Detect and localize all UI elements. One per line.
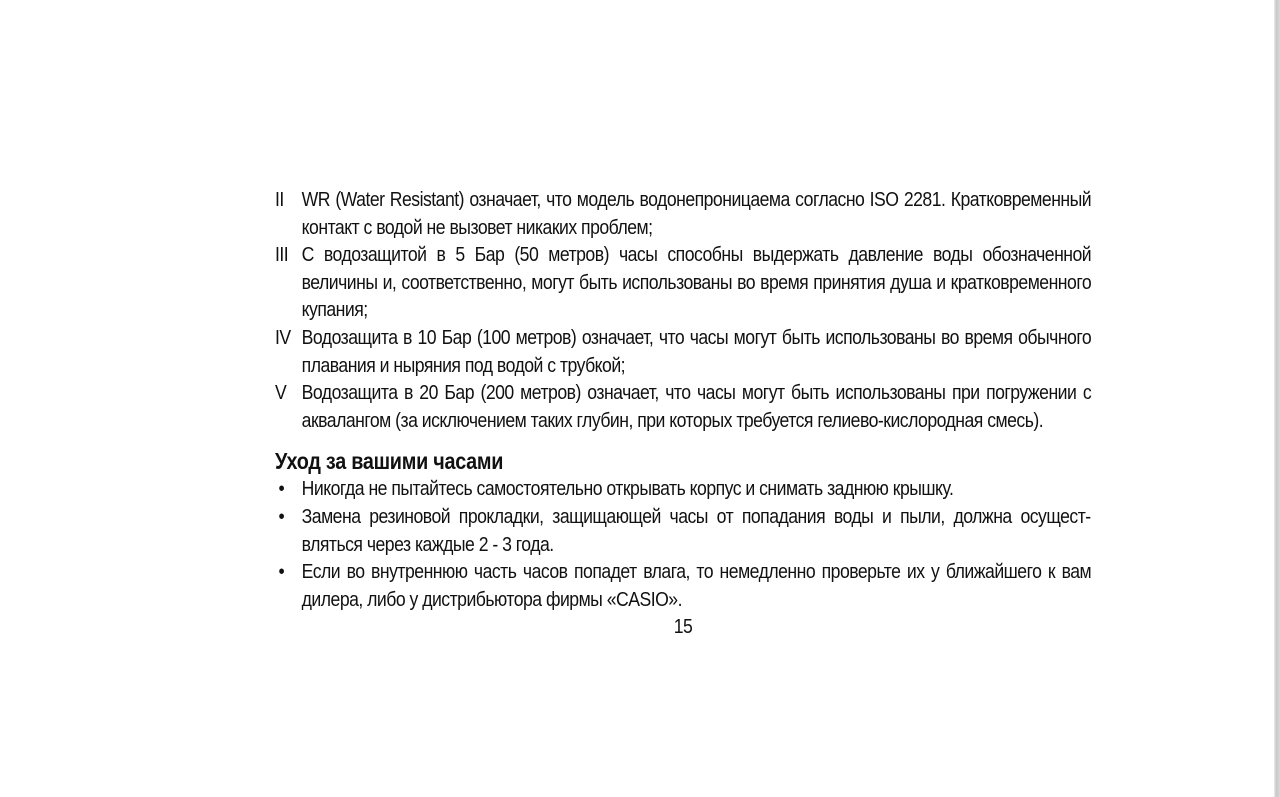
item-marker: V: [275, 381, 287, 405]
item-text: Водозащита в 20 Бар (200 метров) означает, что часы могут быть использованы при погружении с аквалангом (за исключением таких глубин, при которых требуется гелиево-кислородная смесь).: [301, 381, 1092, 432]
care-item: [275, 558, 1091, 613]
item-marker: III: [275, 243, 289, 267]
item-text: С водозащитой в 5 Бар (50 метров) часы способны выдержать давление воды обозначенной величины и, соответственно, могут быть использованы во время принятия душа и кратковременного купания;: [301, 243, 1092, 322]
wr-item-3: [275, 241, 1091, 324]
wr-item-2: [275, 186, 1091, 241]
item-marker: II: [275, 188, 284, 211]
care-text: Замена резиновой прокладки, защищающей часы от попадания воды и пыли, должна осуществляться через каждые 2 - 3 года.: [301, 504, 1092, 556]
item-text: WR (Water Resistant) означает, что модель водонепроницаема согласно ISO 2281. Кратковременный контакт с водой не вызовет никаких проблем;: [301, 188, 1092, 239]
wr-item-4: [275, 324, 1091, 379]
document-page: [275, 186, 1091, 641]
wr-item-5: [275, 379, 1091, 434]
bullet-icon: •: [278, 560, 285, 584]
care-item: [275, 475, 1091, 503]
care-text: Никогда не пытайтесь самостоятельно открывать корпус и снимать заднюю крышку.: [301, 477, 954, 501]
care-item: [275, 503, 1091, 558]
care-text: Если во внутреннюю часть часов попадет влага, то немедленно проверьте их у ближайшего к вам дилера, либо у дистрибьютора фирмы «CASIO».: [301, 560, 1092, 611]
bullet-icon: •: [278, 477, 285, 501]
page-edge: [1274, 0, 1280, 797]
bullet-icon: •: [278, 504, 285, 528]
section-heading: Уход за вашими часами: [275, 448, 504, 475]
item-marker: IV: [275, 325, 291, 349]
item-text: Водозащита в 10 Бар (100 метров) означает, что часы могут быть использованы во время обычного плавания и ныряния под водой с трубкой;: [301, 325, 1092, 377]
page-number: 15: [673, 615, 693, 639]
